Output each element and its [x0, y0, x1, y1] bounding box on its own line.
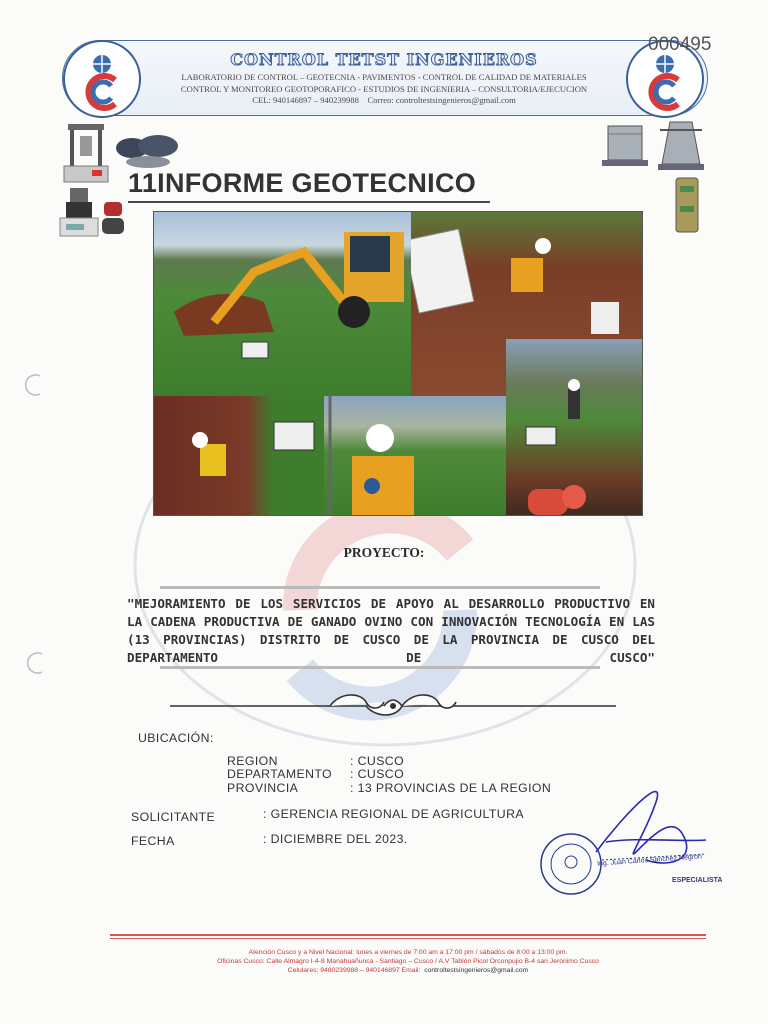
region-label: REGION	[227, 754, 278, 768]
photo-engineer-with-sign	[324, 396, 506, 516]
project-top-band	[160, 586, 600, 589]
fecha-label: FECHA	[131, 834, 175, 848]
header-services-line2: CONTROL Y MONITOREO GEOTOPORAFICO - ESTUDIOS DE INGENIERIA – CONSULTORIA/EJECUCION	[180, 84, 588, 94]
photo-excavation-worker	[154, 396, 324, 516]
slump-cone-icon	[656, 118, 706, 174]
region-value: : CUSCO	[350, 754, 405, 768]
provincia-label: PROVINCIA	[227, 781, 299, 795]
cbr-mold-icon	[670, 176, 704, 234]
balance-scale-icon	[58, 186, 100, 238]
ubicacion-label: UBICACIÓN:	[138, 731, 214, 745]
photo-backhoe-excavation	[154, 212, 411, 396]
footer-address: Oficinas Cusco: Calle Almagro I-4-8 Manahuañunca - Santiago – Cusco / A.V Tablón Picol Orconpujio B-4 san Jerónimo Cusco	[217, 958, 599, 965]
header-email: Correo: controltestsingenieros@gmail.com	[367, 95, 516, 105]
footer-contact	[120, 967, 696, 974]
footer-rule	[110, 934, 706, 936]
company-logo-left	[63, 40, 141, 118]
project-name: "MEJORAMIENTO DE LOS SERVICIOS DE APOYO AL DESARROLLO PRODUCTIVO EN LA CADENA PRODUCTIVA DE GANADO OVINO CON INNOVACIÓN TECNOLOGÍA EN LAS (13 PROVINCIAS) DISTRITO DE CUSCO DE LA PROVINCIA DE CUSCO DEL DEPARTAMENTO DE CUSCO"	[127, 596, 655, 665]
title-underline	[128, 201, 490, 203]
provincia-value: : 13 PROVINCIAS DE LA REGION	[350, 781, 552, 795]
footer-hours: Atención Cusco y a Nivel Nacional: lunes a viernes de 7:00 am a 17:00 pm / sábados de 8:00 a 13:00 pm.	[248, 949, 568, 956]
document-number: 000495	[648, 34, 712, 55]
compression-machine-icon	[62, 122, 110, 184]
solicitante-label: SOLICITANTE	[131, 810, 216, 824]
project-label: PROYECTO:	[343, 545, 425, 560]
company-name: CONTROL TETST INGENIEROS	[230, 50, 538, 69]
ornamental-divider	[170, 690, 616, 720]
solicitante-value: : GERENCIA REGIONAL DE AGRICULTURA	[263, 807, 524, 821]
stamp-engineer-name: Ing. Juan Carlos Sanchez Negron	[596, 853, 703, 868]
footer-rule-thin	[110, 938, 706, 939]
fecha-value: : DICIEMBRE DEL 2023.	[263, 832, 408, 846]
header-contact	[150, 95, 618, 105]
punch-hole-mark	[18, 370, 48, 400]
header-phone: CEL: 940146897 – 940239988	[252, 95, 359, 105]
punch-hole-mark-2	[20, 648, 50, 678]
sieves-icon	[112, 132, 184, 170]
departamento-value: : CUSCO	[350, 767, 405, 781]
project-bottom-band	[160, 666, 600, 669]
header-services-line1: LABORATORIO DE CONTROL – GEOTECNIA - PAVIMENTOS - CONTROL DE CALIDAD DE MATERIALES	[181, 72, 587, 82]
proctor-mold-icon	[598, 120, 652, 174]
footer-phones: Celulares: 9480239988 – 940146897 Email:	[287, 967, 421, 974]
field-photo-collage	[153, 211, 643, 516]
cylinder-molds-icon	[100, 198, 126, 238]
departamento-label: DEPARTAMENTO	[227, 767, 333, 781]
footer-email: controltestsingenieros@gmail.com	[424, 967, 529, 974]
stamp-role: ESPECIALISTA	[672, 877, 723, 884]
report-title: 11INFORME GEOTECNICO	[128, 168, 477, 198]
photo-pit-measurement	[506, 339, 643, 516]
